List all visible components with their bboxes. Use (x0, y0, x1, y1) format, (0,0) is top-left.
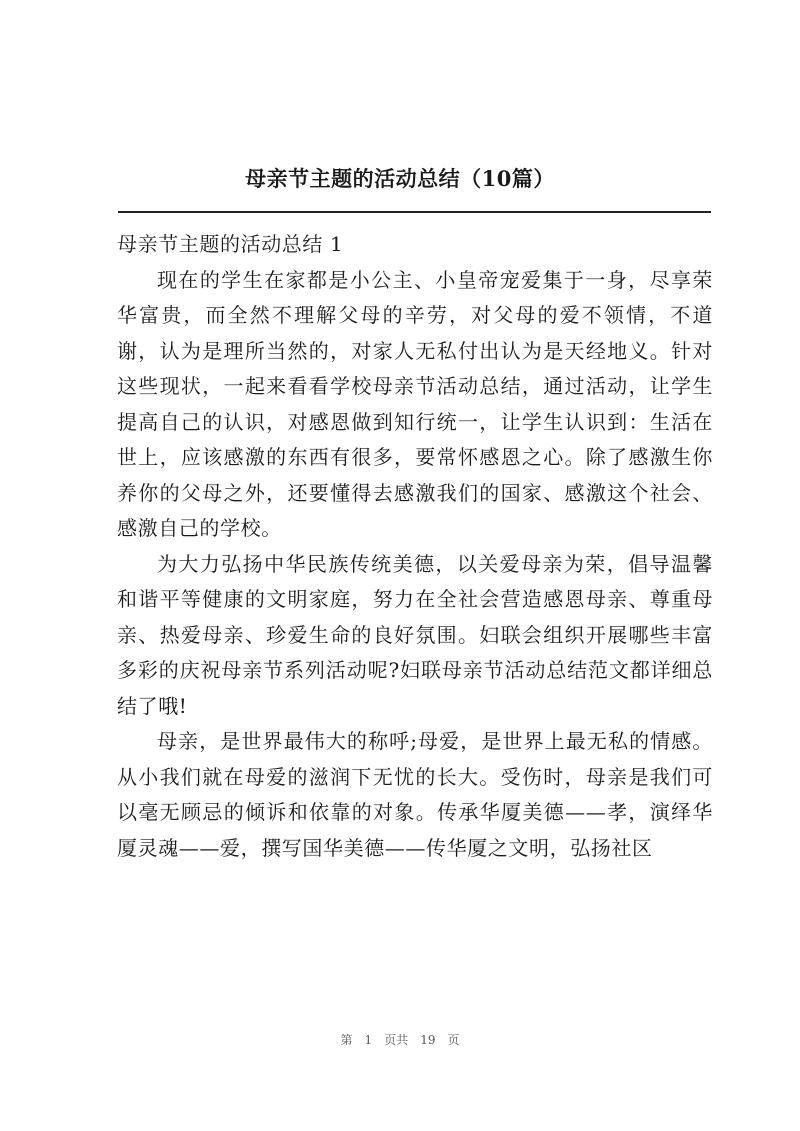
paragraph-3: 母亲，是世界最伟大的称呼;母爱，是世界上最无私的情感。从小我们就在母爱的滋润下无忧的长大。受伤时，母亲是我们可以毫无顾忌的倾诉和依靠的对象。传承华厦美德——孝，演绎华厦灵魂——爱，撰写国华美德——传华厦之文明，弘扬社区 (117, 729, 713, 860)
title-divider (118, 211, 711, 213)
page-footer (0, 1031, 800, 1049)
paragraph-2: 为大力弘扬中华民族传统美德，以关爱母亲为荣，倡导温馨和谐平等健康的文明家庭，努力在全社会营造感恩母亲、尊重母亲、热爱母亲、珍爱生命的良好氛围。妇联会组织开展哪些丰富多彩的庆祝母亲节系列活动呢?妇联母亲节活动总结范文都详细总结了哦! (117, 551, 713, 718)
footer-suffix: 页 (447, 1033, 460, 1047)
footer-prefix: 第 (340, 1033, 353, 1047)
document-title: 母亲节主题的活动总结（10篇） (245, 166, 555, 191)
paragraph-1: 现在的学生在家都是小公主、小皇帝宠爱集于一身，尽享荣华富贵，而全然不理解父母的辛劳，对父母的爱不领情，不道谢，认为是理所当然的，对家人无私付出认为是天经地义。针对这些现状，一起来看看学校母亲节活动总结，通过活动，让学生提高自己的认识，对感恩做到知行统一，让学生认识到：生活在世上，应该感激的东西有很多，要常怀感恩之心。除了感激生你养你的父母之外，还要懂得去感激我们的国家、感激这个社会、感激自己的学校。 (117, 267, 713, 540)
footer-total-pages: 19 (420, 1033, 436, 1047)
section-heading: 母亲节主题的活动总结 1 (117, 232, 344, 256)
footer-current-page: 1 (364, 1033, 373, 1047)
footer-middle: 页共 (384, 1033, 409, 1047)
document-body (117, 227, 713, 866)
